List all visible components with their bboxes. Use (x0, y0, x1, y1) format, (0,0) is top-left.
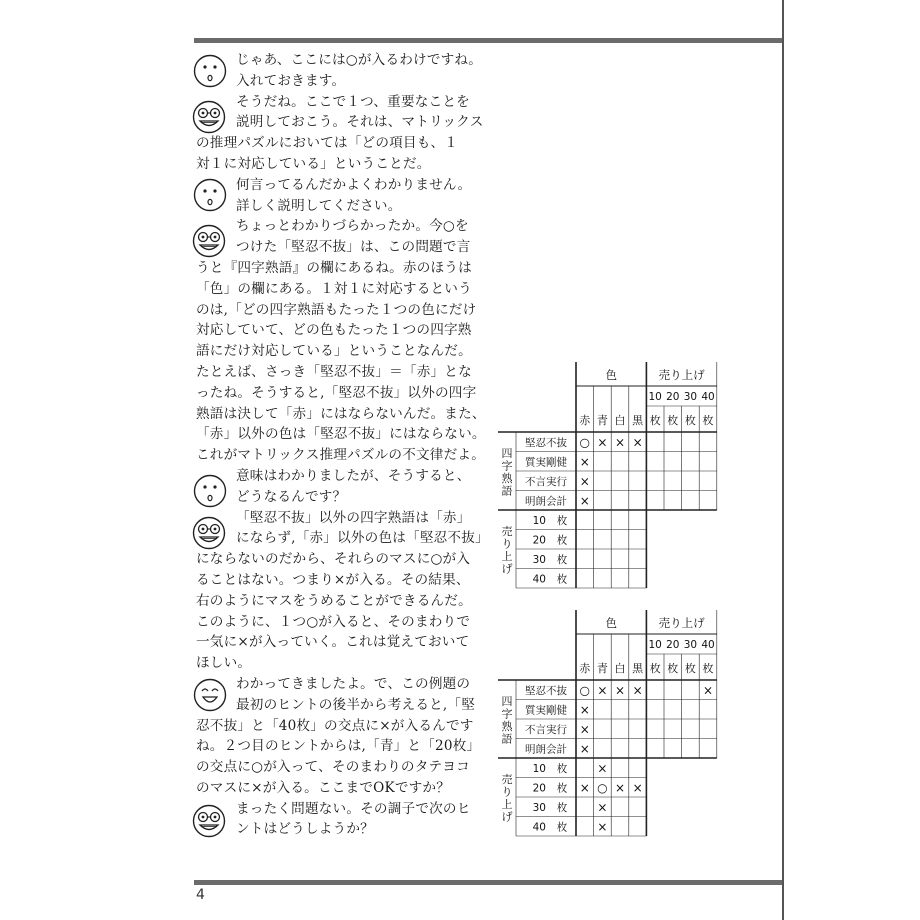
cross-mark: × (579, 454, 590, 469)
cross-mark: × (579, 722, 590, 737)
column-header: 枚 (684, 662, 696, 675)
cross-mark: × (597, 761, 608, 776)
row-group-label: 上 (501, 549, 513, 563)
glasses-smile-face-icon (192, 100, 226, 134)
dialogue-line: の交点に○が入って、そのまわりのタテヨコ (196, 759, 470, 776)
cross-mark: × (579, 493, 590, 508)
row-header: 明朗会計 (525, 743, 567, 756)
dialogue-line: 熟語は決して「赤」にはならないんだ。また、 (196, 405, 486, 422)
row-header: 30 (532, 553, 546, 566)
column-header: 青 (596, 662, 608, 675)
col-group-label: 色 (605, 368, 617, 382)
dialogue-line: 何言ってるんだかよくわかりません。 (236, 176, 472, 193)
dialogue-line: 「色」の欄にある。１対１に対応するという (196, 280, 472, 297)
circle-mark: ○ (597, 780, 608, 795)
row-header: 枚 (556, 534, 568, 547)
dialogue-line: うと『四字熟語』の欄にあるね。赤のほうは (196, 259, 472, 276)
dialogue-line: のマスに×が入る。ここまでOKですか？ (196, 779, 450, 796)
surprised-face-icon (193, 178, 227, 212)
column-header: 枚 (649, 414, 661, 427)
glasses-smile-face-icon (192, 224, 226, 258)
column-header: 赤 (579, 662, 591, 675)
cross-mark: × (614, 435, 626, 450)
cross-mark: × (597, 800, 608, 815)
cross-mark: × (579, 474, 590, 489)
surprised-face-icon (193, 54, 227, 88)
column-header: 20 (666, 391, 680, 403)
column-header: 黒 (632, 414, 644, 427)
column-header: 20 (666, 639, 680, 651)
cross-mark: × (579, 780, 590, 795)
row-group-label: 語 (501, 732, 513, 746)
logic-grid-2-svg (498, 610, 742, 838)
column-header: 枚 (702, 662, 714, 675)
cross-mark: × (597, 683, 608, 698)
dialogue-line: 入れておきます。 (236, 72, 346, 89)
circle-mark: ○ (579, 683, 591, 698)
row-group-label: 熟 (501, 719, 513, 733)
row-header: 30 (532, 801, 546, 814)
row-group-label: り (501, 537, 513, 551)
col-group-label: 売り上げ (658, 616, 705, 630)
row-group-label: 字 (501, 707, 513, 721)
row-group-label: げ (501, 562, 513, 576)
column-header: 枚 (702, 414, 714, 427)
row-header: 10 (532, 514, 546, 527)
dialogue-line: 「赤」以外の色は「堅忍不抜」にはならない。 (196, 426, 486, 443)
column-header: 枚 (667, 662, 679, 675)
row-header: 10 (532, 762, 546, 775)
dialogue-line: そうだね。ここで１つ、重要なことを (236, 93, 470, 110)
dialogue-line: 最初のヒントの後半から考えると,「堅 (236, 696, 476, 713)
cross-mark: × (632, 683, 643, 698)
column-header: 枚 (667, 414, 679, 427)
row-header: 20 (532, 534, 546, 547)
dialogue-line: のは,「どの四字熟語もたった１つの色にだけ (196, 301, 477, 318)
row-header: 枚 (556, 553, 568, 566)
cross-mark: × (597, 435, 608, 450)
logic-grid-1 (498, 362, 742, 594)
row-header: 枚 (556, 762, 568, 775)
dialogue-text (196, 50, 489, 840)
dialogue-line: 対応していて、どの色もたった１つの四字熟 (196, 322, 472, 339)
column-header: 40 (701, 639, 715, 651)
column-header: 青 (596, 414, 608, 427)
row-group-label: 上 (501, 797, 513, 811)
row-header: 不言実行 (525, 475, 567, 488)
row-group-label: り (501, 785, 513, 799)
row-group-label: 四 (501, 694, 513, 708)
row-header: 堅忍不抜 (525, 436, 567, 449)
row-header: 枚 (556, 514, 568, 527)
cross-mark: × (632, 435, 643, 450)
dialogue-line: 一気に×が入っていく。これは覚えておいて (196, 634, 470, 651)
circle-mark: ○ (579, 435, 591, 450)
dialogue-line: わかってきましたよ。で、この例題の (236, 675, 471, 692)
dialogue-line: まったく問題ない。その調子で次のヒ (236, 800, 471, 817)
dialogue-line: じゃあ、ここには○が入るわけですね。 (236, 52, 483, 68)
dialogue-line: 「堅忍不抜」以外の四字熟語は「赤」 (236, 509, 471, 526)
dialogue-line: つけた「堅忍不抜」は、この問題で言 (236, 239, 471, 256)
glasses-smile-face-icon (192, 516, 226, 550)
row-header: 不言実行 (525, 723, 567, 736)
cross-mark: × (614, 780, 626, 795)
top-rule (194, 38, 782, 43)
row-group-label: 売 (501, 772, 513, 786)
dialogue-line: ントはどうしようか？ (236, 821, 374, 838)
column-header: 30 (683, 391, 698, 403)
cross-mark: × (597, 819, 608, 834)
column-header: 10 (648, 391, 662, 403)
column-header: 枚 (684, 414, 696, 427)
row-header: 枚 (556, 573, 568, 586)
row-header: 40 (532, 821, 546, 834)
row-header: 枚 (556, 821, 568, 834)
dialogue-line: 対１に対応している」ということだ。 (196, 155, 431, 172)
cross-mark: × (702, 683, 714, 698)
dialogue-line: 語にだけ対応している」ということなんだ。 (196, 343, 472, 360)
row-group-label: げ (501, 810, 513, 824)
dialogue-line: ったね。そうすると,「堅忍不抜」以外の四字 (196, 384, 477, 401)
logic-grid-2 (498, 610, 742, 842)
dialogue-line: 詳しく説明してください。 (236, 197, 402, 214)
row-group-label: 四 (501, 446, 513, 460)
dialogue-line: ちょっとわかりづらかったか。今○を (236, 218, 469, 235)
row-group-label: 熟 (501, 471, 513, 485)
dialogue-line: にならず,「赤」以外の色は「堅忍不抜」 (236, 530, 489, 547)
page-number: 4 (196, 887, 205, 903)
row-header: 質実剛健 (525, 456, 567, 469)
col-group-label: 色 (605, 616, 617, 630)
cross-mark: × (614, 683, 626, 698)
dialogue-line: 意味はわかりましたが、そうすると、 (236, 467, 471, 484)
dialogue-line: 右のようにマスをうめることができるんだ。 (196, 592, 472, 609)
cross-mark: × (579, 702, 590, 717)
column-header: 枚 (649, 662, 661, 675)
dialogue-line: ね。２つ目のヒントからは,「青」と「20枚」 (196, 738, 481, 755)
happy-face-icon (193, 678, 227, 712)
column-header: 赤 (579, 414, 591, 427)
row-header: 20 (532, 782, 546, 795)
dialogue-line: これがマトリックス推理パズルの不文律だよ。 (196, 447, 485, 464)
dialogue-line: たとえば、さっき「堅忍不抜」＝「赤」とな (196, 363, 472, 380)
dialogue-line: ることはない。つまり×が入る。その結果、 (196, 571, 470, 588)
logic-grid-1-svg (498, 362, 742, 590)
dialogue-line: どうなるんです？ (236, 488, 347, 505)
column-header: 40 (701, 391, 715, 403)
column-header: 30 (683, 639, 698, 651)
col-group-label: 売り上げ (658, 368, 705, 382)
row-header: 明朗会計 (525, 495, 567, 508)
row-group-label: 語 (501, 484, 513, 498)
surprised-face-icon (193, 474, 227, 508)
column-header: 10 (648, 639, 662, 651)
dialogue-line: ほしい。 (196, 655, 252, 672)
row-header: 枚 (556, 801, 568, 814)
bottom-rule (194, 880, 782, 885)
cross-mark: × (579, 741, 590, 756)
column-header: 白 (614, 662, 626, 675)
column-header: 白 (614, 414, 626, 427)
cross-mark: × (632, 780, 643, 795)
column-header: 黒 (632, 662, 644, 675)
dialogue-line: にならないのだから、それらのマスに○が入 (196, 551, 471, 568)
dialogue-line: 説明しておこう。それは、マトリックス (236, 114, 484, 131)
dialogue-line: 忍不抜」と「40枚」の交点に×が入るんです (196, 717, 474, 734)
row-header: 40 (532, 573, 546, 586)
row-group-label: 字 (501, 459, 513, 473)
row-header: 質実剛健 (525, 704, 567, 717)
row-header: 堅忍不抜 (525, 684, 567, 697)
row-group-label: 売 (501, 524, 513, 538)
glasses-smile-face-icon (192, 804, 226, 838)
row-header: 枚 (556, 782, 568, 795)
dialogue-line: このように、１つ○が入ると、そのまわりで (196, 613, 471, 630)
dialogue-line: の推理パズルにおいては「どの項目も、１ (196, 135, 459, 152)
